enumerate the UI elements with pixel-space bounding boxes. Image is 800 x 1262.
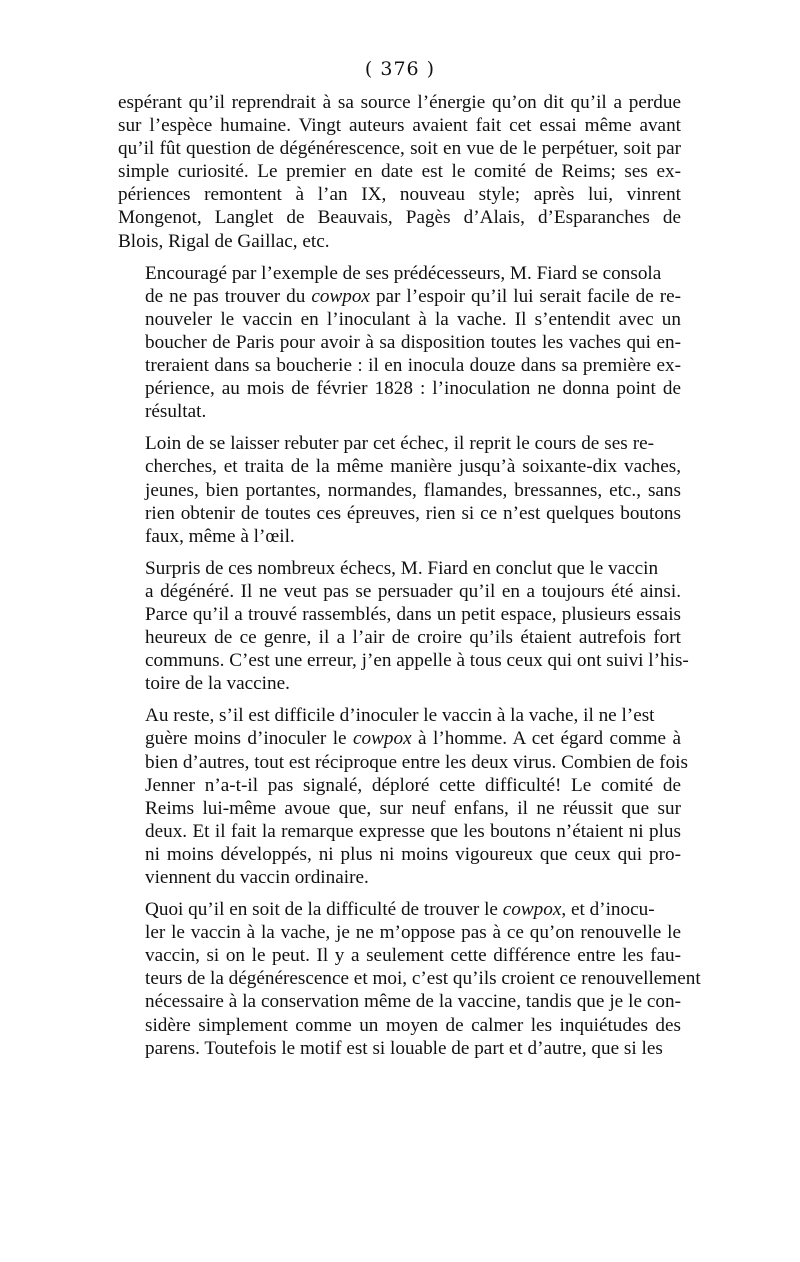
text-line: nouveler le vaccin en l’inoculant à la vache. Il s’entendit avec un — [145, 308, 681, 330]
paragraph — [118, 704, 688, 889]
text-line: guère moins d’inoculer le cowpox à l’homme. A cet égard comme à — [145, 728, 681, 750]
text-line: rien obtenir de toutes ces épreuves, rien si ce n’est quelques boutons — [145, 502, 681, 524]
text-line: vaccin, si on le peut. Il y a seulement cette différence entre les fau- — [145, 945, 681, 967]
text-line: Quoi qu’il en soit de la difficulté de trouver le cowpox, et d’inocu- — [145, 899, 655, 921]
text-line: teurs de la dégénérescence et moi, c’est qu’ils croient ce renouvellement — [145, 968, 701, 990]
text-line: Au reste, s’il est difficile d’inoculer le vaccin à la vache, il ne l’est — [145, 705, 655, 727]
paragraph — [118, 898, 701, 1060]
text-line: a dégénéré. Il ne veut pas se persuader qu’il en a toujours été ainsi. — [145, 580, 681, 602]
text-line: sur l’espèce humaine. Vingt auteurs avaient fait cet essai même avant — [118, 115, 681, 137]
text-line: Surpris de ces nombreux échecs, M. Fiard en conclut que le vaccin — [145, 557, 659, 579]
body-text — [118, 91, 701, 1060]
text-line: ler le vaccin à la vache, je ne m’oppose pas à ce qu’on renouvelle le — [145, 922, 681, 944]
text-line: périences remontent à l’an IX, nouveau style; après lui, vinrent — [118, 184, 681, 206]
text-line: treraient dans sa boucherie : il en inocula douze dans sa première ex- — [145, 355, 681, 377]
text-line: bien d’autres, tout est réciproque entre les deux virus. Combien de fois — [145, 751, 688, 773]
paragraph — [118, 262, 681, 424]
text-line: boucher de Paris pour avoir à sa disposition toutes les vaches qui en- — [145, 331, 681, 353]
text-line: jeunes, bien portantes, normandes, flamandes, bressannes, etc., sans — [145, 479, 681, 501]
text-line: Encouragé par l’exemple de ses prédécesseurs, M. Fiard se consola — [145, 262, 662, 284]
paragraph — [118, 432, 681, 547]
text-line: simple curiosité. Le premier en date est le comité de Reims; ses ex- — [118, 161, 681, 183]
page-number: ( 376 ) — [364, 58, 436, 80]
text-line: parens. Toutefois le motif est si louable de part et d’autre, que si les — [145, 1037, 663, 1059]
text-line: Reims lui-même avoue que, sur neuf enfans, il ne réussit que sur — [145, 797, 681, 819]
paragraph — [118, 91, 681, 253]
text-line: Loin de se laisser rebuter par cet échec, il reprit le cours de ses re- — [145, 433, 654, 455]
text-line: communs. C’est une erreur, j’en appelle à tous ceux qui ont suivi l’his- — [145, 650, 689, 672]
paragraph — [118, 557, 689, 696]
text-line: périence, au mois de février 1828 : l’inoculation ne donna point de — [145, 378, 681, 400]
text-line: Mongenot, Langlet de Beauvais, Pagès d’Alais, d’Esparanches de — [118, 207, 681, 229]
text-line: faux, même à l’œil. — [145, 525, 295, 547]
text-line: Jenner n’a-t-il pas signalé, déploré cette difficulté! Le comité de — [145, 774, 681, 796]
text-line: sidère simplement comme un moyen de calmer les inquiétudes des — [145, 1014, 681, 1036]
text-line: nécessaire à la conservation même de la vaccine, tandis que je le con- — [145, 991, 681, 1013]
text-line: espérant qu’il reprendrait à sa source l’énergie qu’on dit qu’il a perdue — [118, 92, 681, 113]
text-line: de ne pas trouver du cowpox par l’espoir qu’il lui serait facile de re- — [145, 285, 681, 307]
text-line: deux. Et il fait la remarque expresse que les boutons n’étaient ni plus — [145, 820, 681, 842]
text-line: cherches, et traita de la même manière jusqu’à soixante-dix vaches, — [145, 456, 681, 478]
text-line: qu’il fût question de dégénérescence, soit en vue de le perpétuer, soit par — [118, 138, 681, 160]
text-line: viennent du vaccin ordinaire. — [145, 867, 369, 888]
text-line: ni moins développés, ni plus ni moins vigoureux que ceux qui pro- — [145, 843, 681, 865]
text-line: toire de la vaccine. — [145, 673, 290, 695]
text-line: résultat. — [145, 401, 207, 423]
text-line: Parce qu’il a trouvé rassemblés, dans un petit espace, plusieurs essais — [145, 603, 681, 625]
text-line: heureux de ce genre, il a l’air de croire qu’ils étaient autrefois fort — [145, 627, 681, 649]
text-line: Blois, Rigal de Gaillac, etc. — [118, 230, 330, 252]
